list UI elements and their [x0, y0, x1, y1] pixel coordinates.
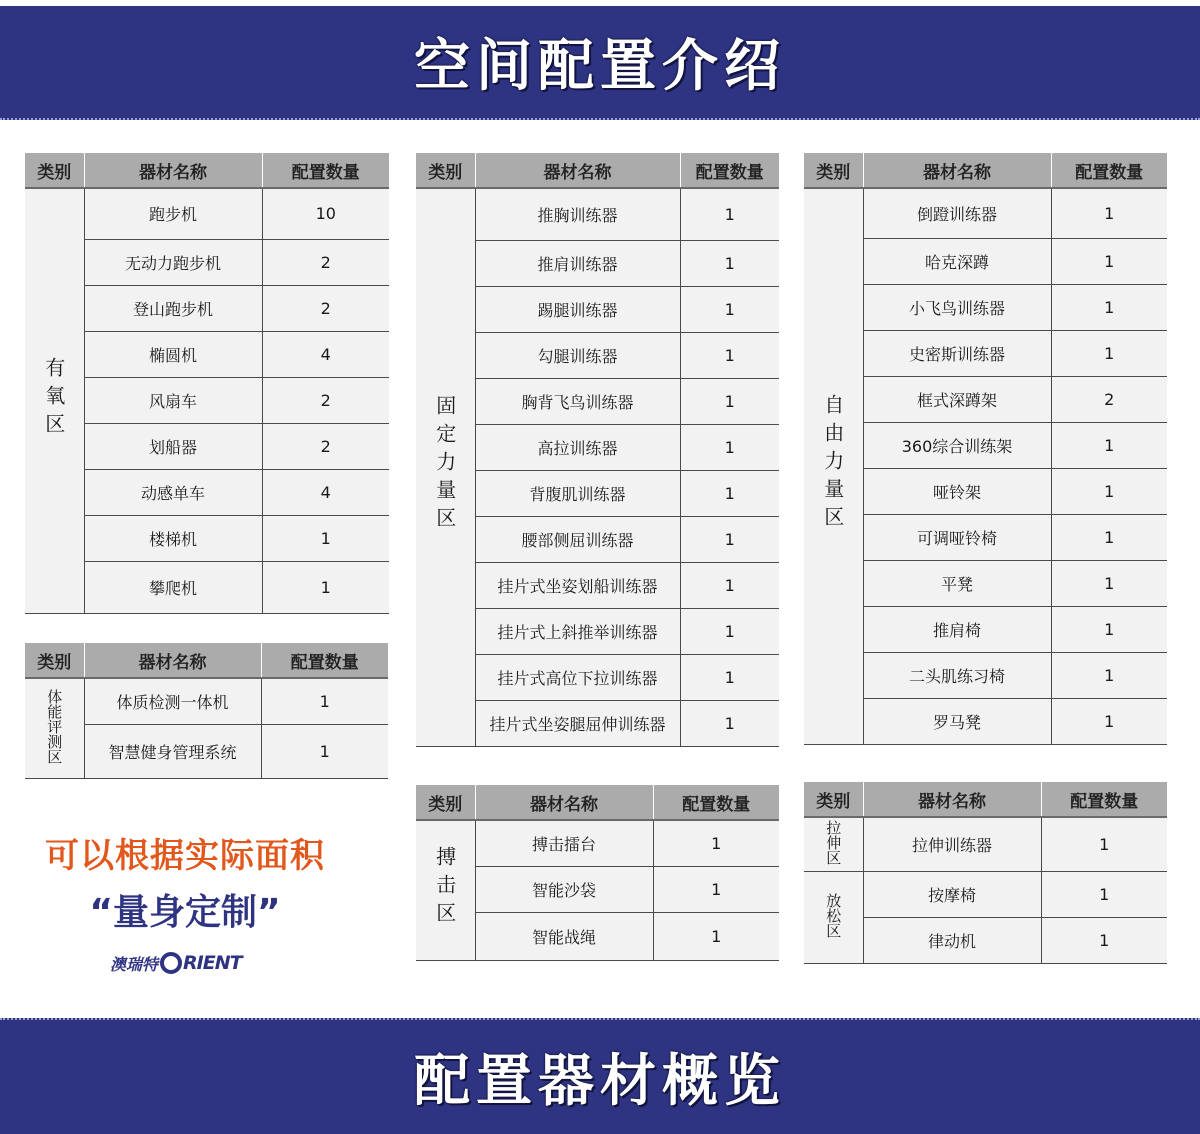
col-qty: 配置数量 — [262, 153, 389, 188]
equipment-qty: 4 — [262, 469, 389, 515]
equipment-name: 高拉训练器 — [475, 424, 680, 470]
equipment-qty: 1 — [261, 678, 388, 724]
equipment-qty: 1 — [680, 516, 779, 562]
equipment-name: 推胸训练器 — [475, 188, 680, 240]
equipment-name: 哑铃架 — [863, 468, 1051, 514]
col-name: 器材名称 — [84, 153, 262, 188]
equipment-name: 律动机 — [863, 917, 1041, 963]
equipment-qty: 1 — [680, 608, 779, 654]
category-cell — [416, 188, 475, 746]
equipment-qty: 1 — [680, 286, 779, 332]
equipment-name: 楼梯机 — [84, 515, 262, 561]
equipment-qty: 1 — [1041, 917, 1167, 963]
equipment-qty: 1 — [680, 188, 779, 240]
col-qty: 配置数量 — [653, 785, 779, 820]
combat-table — [416, 785, 779, 961]
equipment-name: 按摩椅 — [863, 871, 1041, 917]
equipment-name: 推肩椅 — [863, 606, 1051, 652]
col-category: 类别 — [25, 153, 84, 188]
equipment-name: 风扇车 — [84, 377, 262, 423]
slogan-line-1: 可以根据实际面积 — [45, 836, 325, 876]
equipment-name: 胸背飞鸟训练器 — [475, 378, 680, 424]
equipment-name: 体质检测一体机 — [84, 678, 261, 724]
equipment-qty: 1 — [1051, 188, 1167, 238]
equipment-name: 哈克深蹲 — [863, 238, 1051, 284]
col-qty: 配置数量 — [1041, 782, 1167, 817]
equipment-qty: 1 — [1041, 871, 1167, 917]
equipment-qty: 1 — [680, 378, 779, 424]
equipment-qty: 2 — [262, 377, 389, 423]
col-category: 类别 — [416, 153, 475, 188]
equipment-name: 倒蹬训练器 — [863, 188, 1051, 238]
equipment-name: 二头肌练习椅 — [863, 652, 1051, 698]
equipment-qty: 1 — [261, 724, 388, 778]
category-label: 有氧区 — [41, 356, 66, 441]
free-strength-table — [804, 153, 1167, 745]
stretch-relax-table — [804, 782, 1167, 964]
equipment-qty: 1 — [262, 561, 389, 613]
page-title: 空间配置介绍 — [414, 34, 786, 99]
equipment-name: 智慧健身管理系统 — [84, 724, 261, 778]
col-qty: 配置数量 — [1051, 153, 1167, 188]
equipment-qty: 2 — [262, 239, 389, 285]
equipment-name: 动感单车 — [84, 469, 262, 515]
equipment-name: 智能战绳 — [475, 912, 653, 960]
equipment-qty: 2 — [1051, 376, 1167, 422]
equipment-qty: 2 — [262, 423, 389, 469]
equipment-name: 360综合训练架 — [863, 422, 1051, 468]
equipment-qty: 1 — [1051, 698, 1167, 744]
equipment-name: 跑步机 — [84, 188, 262, 239]
equipment-name: 罗马凳 — [863, 698, 1051, 744]
equipment-qty: 1 — [262, 515, 389, 561]
category-cell — [804, 871, 863, 963]
equipment-qty: 1 — [1041, 817, 1167, 871]
equipment-qty: 1 — [680, 470, 779, 516]
equipment-name: 推肩训练器 — [475, 240, 680, 286]
equipment-qty: 1 — [1051, 468, 1167, 514]
bottom-banner — [0, 1018, 1200, 1134]
col-category: 类别 — [804, 153, 863, 188]
equipment-qty: 1 — [680, 654, 779, 700]
category-cell — [25, 188, 84, 613]
equipment-qty: 1 — [1051, 284, 1167, 330]
equipment-qty: 1 — [1051, 422, 1167, 468]
equipment-qty: 4 — [262, 331, 389, 377]
category-label: 搏击区 — [432, 846, 457, 931]
equipment-qty: 1 — [1051, 606, 1167, 652]
col-name: 器材名称 — [863, 153, 1051, 188]
category-cell — [25, 678, 84, 778]
logo-o-icon — [160, 952, 182, 974]
logo-en-text: RIENT — [183, 952, 242, 974]
equipment-name: 智能沙袋 — [475, 866, 653, 912]
equipment-name: 挂片式坐姿划船训练器 — [475, 562, 680, 608]
equipment-qty: 1 — [653, 912, 779, 960]
category-label: 自由力量区 — [820, 394, 845, 535]
assessment-table — [25, 643, 388, 779]
col-name: 器材名称 — [863, 782, 1041, 817]
aerobic-table — [25, 153, 389, 614]
equipment-name: 挂片式上斜推举训练器 — [475, 608, 680, 654]
col-category: 类别 — [804, 782, 863, 817]
equipment-name: 无动力跑步机 — [84, 239, 262, 285]
logo-cn-text: 澳瑞特 — [110, 954, 159, 974]
col-category: 类别 — [416, 785, 475, 820]
equipment-name: 搏击擂台 — [475, 820, 653, 866]
category-cell — [804, 188, 863, 744]
equipment-qty: 1 — [680, 700, 779, 746]
equipment-name: 史密斯训练器 — [863, 330, 1051, 376]
slogan-line-2: “量身定制” — [89, 892, 281, 933]
category-label: 放松区 — [824, 892, 843, 938]
brand-logo — [110, 948, 242, 978]
category-cell — [804, 817, 863, 871]
equipment-name: 攀爬机 — [84, 561, 262, 613]
equipment-name: 拉伸训练器 — [863, 817, 1041, 871]
equipment-qty: 1 — [680, 332, 779, 378]
equipment-qty: 1 — [1051, 560, 1167, 606]
equipment-name: 框式深蹲架 — [863, 376, 1051, 422]
col-qty: 配置数量 — [680, 153, 779, 188]
equipment-qty: 1 — [1051, 514, 1167, 560]
equipment-qty: 2 — [262, 285, 389, 331]
top-banner — [0, 6, 1200, 120]
equipment-qty: 1 — [680, 562, 779, 608]
category-label: 拉伸区 — [824, 819, 843, 865]
equipment-qty: 1 — [653, 820, 779, 866]
equipment-qty: 10 — [262, 188, 389, 239]
col-name: 器材名称 — [84, 643, 261, 678]
col-name: 器材名称 — [475, 153, 680, 188]
equipment-name: 挂片式坐姿腿屈伸训练器 — [475, 700, 680, 746]
equipment-name: 椭圆机 — [84, 331, 262, 377]
equipment-name: 勾腿训练器 — [475, 332, 680, 378]
col-category: 类别 — [25, 643, 84, 678]
equipment-name: 踢腿训练器 — [475, 286, 680, 332]
equipment-qty: 1 — [1051, 652, 1167, 698]
equipment-name: 可调哑铃椅 — [863, 514, 1051, 560]
equipment-name: 挂片式高位下拉训练器 — [475, 654, 680, 700]
category-cell — [416, 820, 475, 960]
category-label: 固定力量区 — [432, 395, 457, 536]
equipment-qty: 1 — [1051, 238, 1167, 284]
equipment-qty: 1 — [680, 424, 779, 470]
equipment-name: 平凳 — [863, 560, 1051, 606]
col-name: 器材名称 — [475, 785, 653, 820]
equipment-qty: 1 — [680, 240, 779, 286]
section-title: 配置器材概览 — [414, 1049, 786, 1114]
equipment-name: 划船器 — [84, 423, 262, 469]
equipment-name: 小飞鸟训练器 — [863, 284, 1051, 330]
category-label: 体能评测区 — [45, 688, 64, 764]
col-qty: 配置数量 — [261, 643, 388, 678]
equipment-name: 登山跑步机 — [84, 285, 262, 331]
equipment-qty: 1 — [1051, 330, 1167, 376]
equipment-name: 背腹肌训练器 — [475, 470, 680, 516]
fixed-strength-table — [416, 153, 779, 747]
equipment-qty: 1 — [653, 866, 779, 912]
equipment-name: 腰部侧屈训练器 — [475, 516, 680, 562]
